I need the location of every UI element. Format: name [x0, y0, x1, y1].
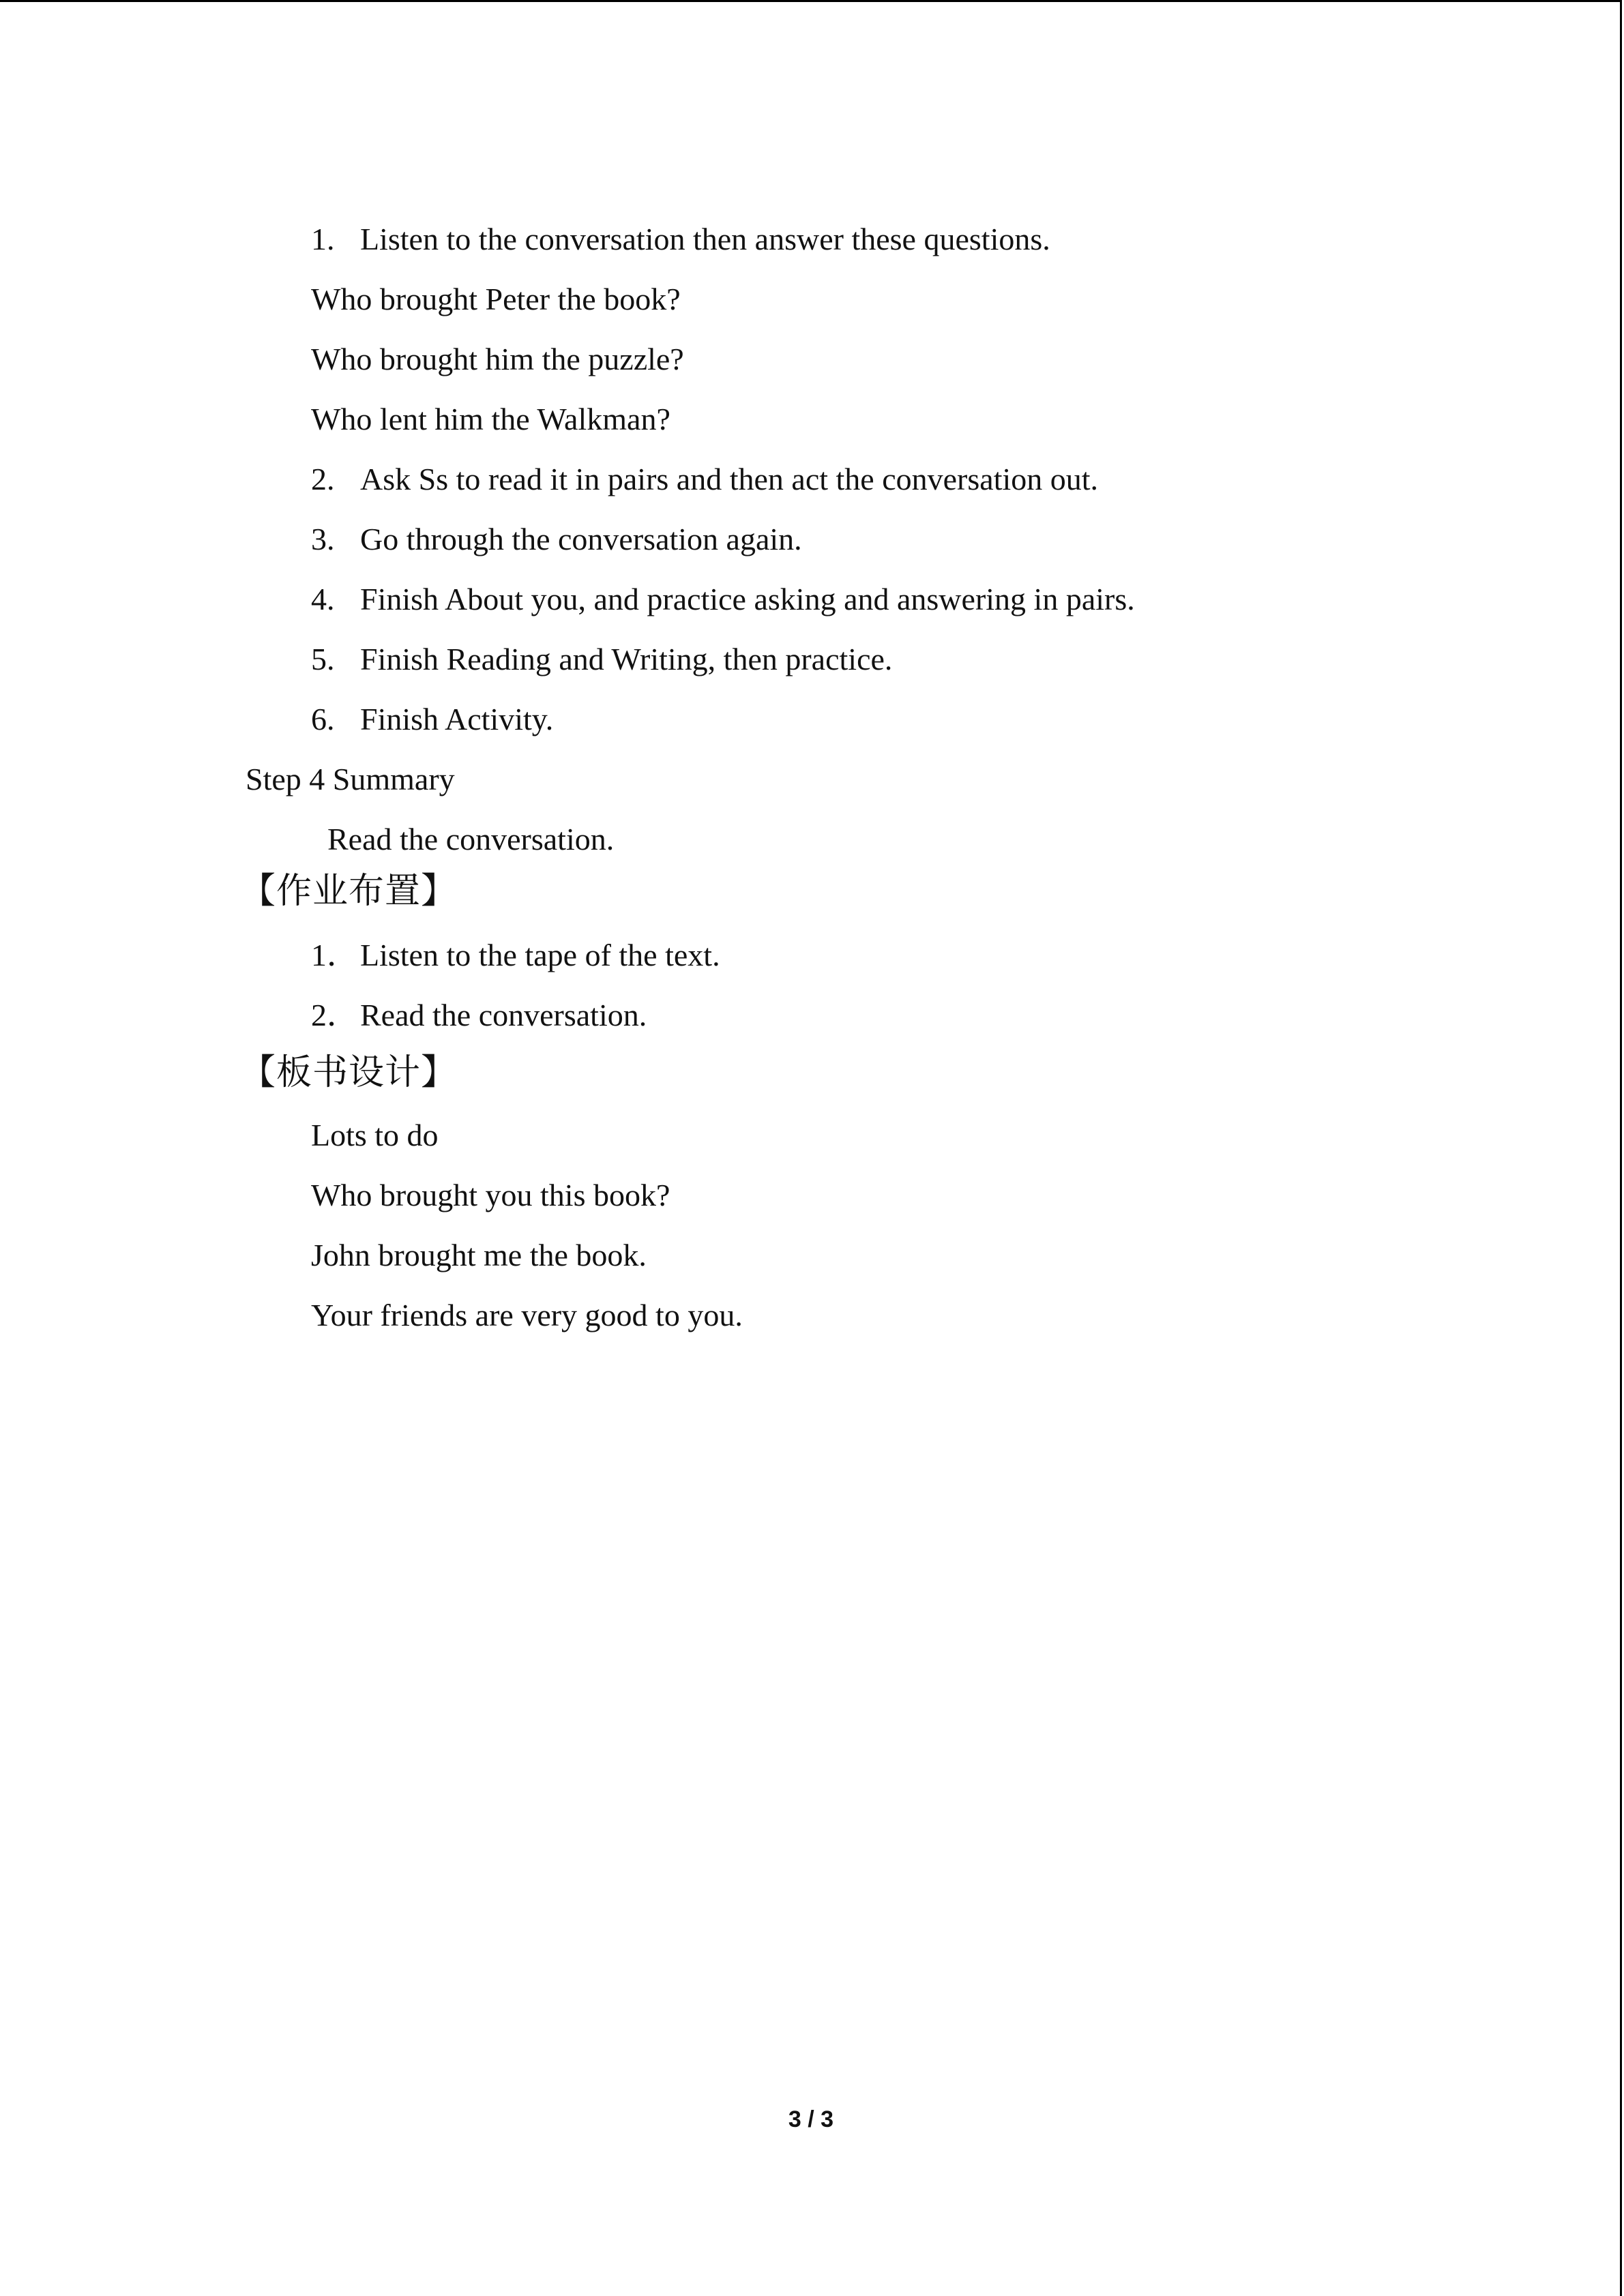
- homework-item-2: [311, 996, 647, 1034]
- step-number: 4.: [311, 582, 335, 616]
- question-line-3: Who lent him the Walkman?: [311, 402, 670, 436]
- homework-text: Listen to the tape of the text.: [360, 938, 720, 972]
- board-line-3: John brought me the book.: [311, 1238, 647, 1272]
- question-line-1: Who brought Peter the book?: [311, 282, 681, 316]
- step-item-2: [311, 460, 1098, 498]
- question-line-2: Who brought him the puzzle?: [311, 342, 684, 376]
- step-item-1: [311, 220, 1050, 258]
- step-text: Finish About you, and practice asking and answering in pairs.: [360, 582, 1135, 616]
- step4-text: Read the conversation.: [327, 822, 615, 856]
- step-text: Finish Activity.: [360, 702, 554, 736]
- step-item-6: [311, 700, 553, 739]
- step-text: Ask Ss to read it in pairs and then act the conversation out.: [360, 462, 1099, 496]
- board-line-4: Your friends are very good to you.: [311, 1298, 743, 1332]
- page-number: 3 / 3: [788, 2106, 834, 2132]
- homework-number: 2．: [311, 998, 358, 1032]
- board-line-1: Lots to do: [311, 1118, 439, 1152]
- step-text: Listen to the conversation then answer these questions.: [360, 222, 1050, 256]
- step-number: 1.: [311, 222, 335, 256]
- step-item-4: [311, 580, 1135, 618]
- homework-text: Read the conversation.: [360, 998, 647, 1032]
- step-item-3: [311, 520, 802, 558]
- step-item-5: [311, 640, 892, 679]
- homework-heading: 【作业布置】: [240, 871, 458, 912]
- step-number: 6.: [311, 702, 335, 736]
- step-text: Finish Reading and Writing, then practice.: [360, 642, 893, 676]
- step4-title: Step 4 Summary: [246, 762, 455, 796]
- board-line-2: Who brought you this book?: [311, 1178, 670, 1212]
- step-number: 5.: [311, 642, 335, 676]
- step-number: 3.: [311, 522, 335, 556]
- step-text: Go through the conversation again.: [360, 522, 802, 556]
- step-number: 2.: [311, 462, 335, 496]
- homework-number: 1．: [311, 938, 358, 972]
- board-heading: 【板书设计】: [240, 1052, 458, 1093]
- homework-item-1: [311, 936, 720, 974]
